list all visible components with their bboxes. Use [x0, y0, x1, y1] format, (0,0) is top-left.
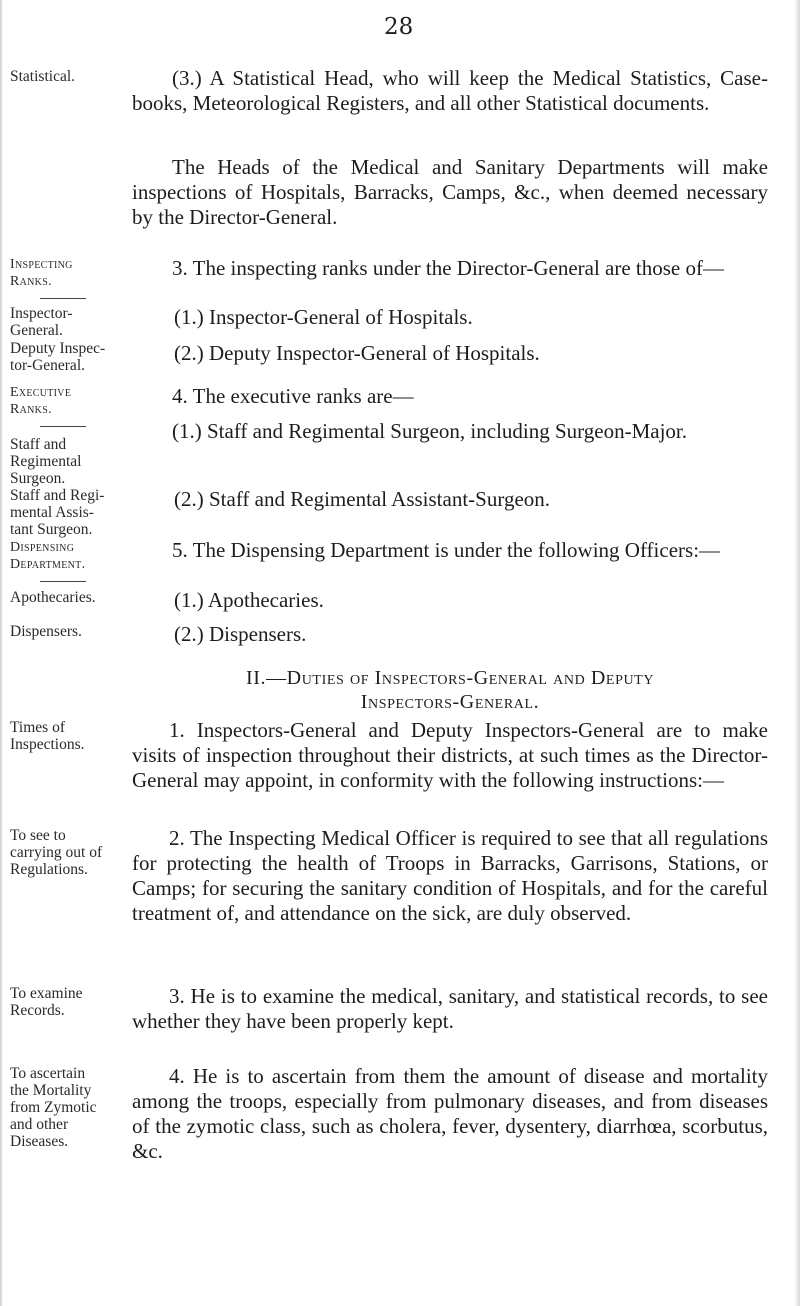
- margin-rule: [40, 298, 86, 299]
- margin-note-staff-regimental-surgeon: Staff and Regimental Surgeon.: [10, 436, 82, 487]
- paragraph-inspecting-ranks: 3. The inspecting ranks under the Director-General are those of—: [172, 256, 724, 280]
- margin-note-examine-records: To examine Records.: [10, 985, 83, 1019]
- list-item-staff-regimental-assistant: (2.) Staff and Regimental Assistant-Surgeon.: [174, 487, 551, 511]
- margin-note-inspecting-ranks: Inspecting Ranks.: [10, 257, 73, 289]
- margin-note-staff-regimental-assistant: Staff and Regi- mental Assis- tant Surgeon.: [10, 487, 105, 538]
- list-item-apothecaries: (1.) Apothecaries.: [174, 588, 324, 612]
- margin-note-ascertain-mortality: To ascertain the Mortality from Zymotic and other Diseases.: [10, 1065, 97, 1150]
- paragraph-4-mortality: 4. He is to ascertain from them the amount of disease and mortality among the troops, especially from pulmonary diseases, and from diseases of the zymotic class, such as cholera, fever, dysentery, diarrhœa, scorbutus, &c.: [132, 1064, 768, 1163]
- list-item-staff-regimental-surgeon: (1.) Staff and Regimental Surgeon, including Surgeon-Major.: [172, 419, 688, 443]
- paragraph-1-times-of-inspection: 1. Inspectors-General and Deputy Inspectors-General are to make visits of inspection throughout their districts, at such times as the Director-General may appoint, in conformity with the following instructions:—: [132, 718, 768, 792]
- paragraph-executive-ranks: 4. The executive ranks are—: [172, 384, 414, 408]
- page-number: 28: [384, 14, 414, 40]
- list-item-inspector-general: (1.) Inspector-General of Hospitals.: [174, 305, 473, 329]
- margin-note-dispensing-department: Dispensing Department.: [10, 540, 86, 572]
- list-item-deputy-inspector-general: (2.) Deputy Inspector-General of Hospitals.: [174, 341, 540, 365]
- page-edge-shadow-right: [794, 0, 800, 1306]
- paragraph-2-regulations: 2. The Inspecting Medical Officer is required to see that all regulations for protecting the health of Troops in Barracks, Garrisons, Stations, or Camps; for securing the sanitary condition of Hospitals, and for the careful treatment of, and attendance on the sick, are duly observed.: [132, 826, 768, 925]
- margin-note-carrying-out-regulations: To see to carrying out of Regulations.: [10, 827, 103, 878]
- paragraph-dispensing-department: 5. The Dispensing Department is under the following Officers:—: [172, 538, 721, 562]
- margin-rule: [40, 581, 86, 582]
- section-heading: II.—Duties of Inspectors-General and Deputy Inspectors-General.: [245, 667, 655, 713]
- list-item-dispensers: (2.) Dispensers.: [174, 622, 307, 646]
- margin-note-statistical: Statistical.: [10, 68, 76, 85]
- margin-note-times-of-inspections: Times of Inspections.: [10, 719, 85, 753]
- page-edge-shadow-left: [0, 0, 3, 1306]
- paragraph-heads-inspections: The Heads of the Medical and Sanitary Departments will make inspections of Hospitals, Barracks, Camps, &c., when deemed necessary by the Director-General.: [132, 155, 768, 229]
- margin-note-deputy-inspector-general: Deputy Inspec- tor-General.: [10, 340, 106, 374]
- margin-note-apothecaries: Apothecaries.: [10, 589, 96, 606]
- margin-rule: [40, 426, 86, 427]
- paragraph-statistical-head: (3.) A Statistical Head, who will keep the Medical Statistics, Case-books, Meteorological Registers, and all other Statistical documents.: [132, 66, 768, 115]
- margin-note-inspector-general: Inspector- General.: [10, 305, 73, 339]
- margin-note-dispensers: Dispensers.: [10, 623, 82, 640]
- paragraph-3-records: 3. He is to examine the medical, sanitary, and statistical records, to see whether they have been properly kept.: [132, 984, 768, 1033]
- margin-note-executive-ranks: Executive Ranks.: [10, 385, 72, 417]
